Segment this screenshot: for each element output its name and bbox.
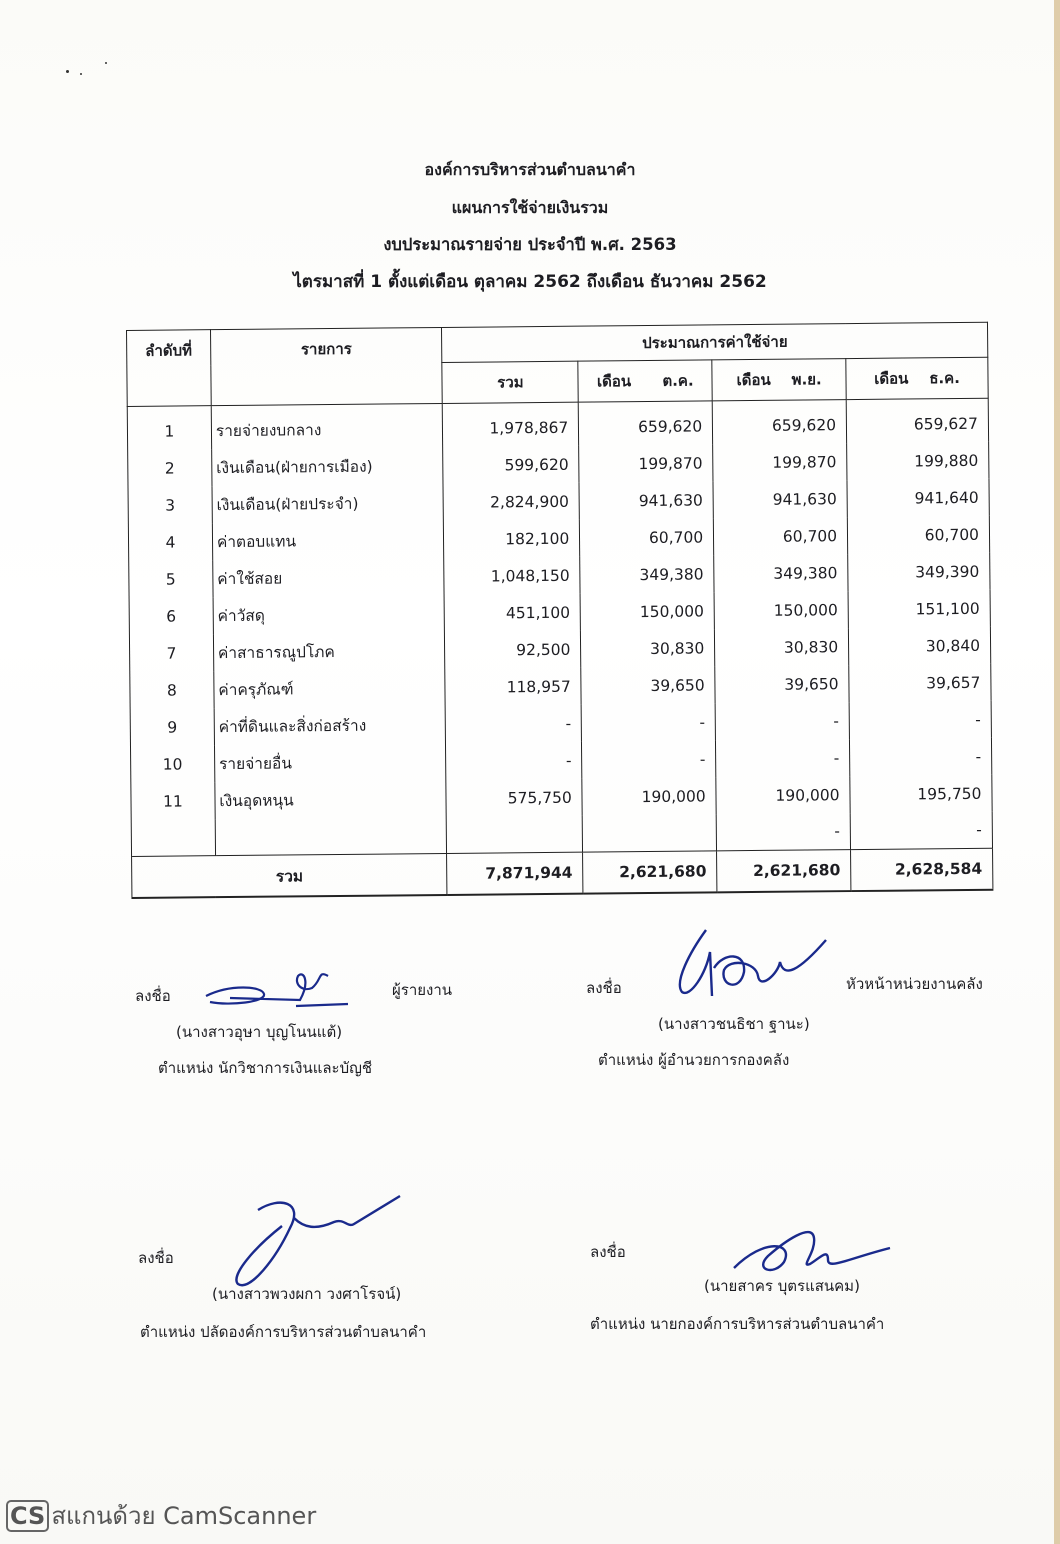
cell-seq: 11 xyxy=(131,782,215,820)
cell-dec: 60,700 xyxy=(847,516,989,554)
cell-dec: - xyxy=(850,738,992,776)
camscanner-watermark xyxy=(6,1496,316,1535)
cell-seq: 2 xyxy=(128,449,212,487)
cell-total: 1,978,867 xyxy=(443,402,579,447)
scan-speck xyxy=(80,73,82,75)
camscanner-text: สแกนด้วย CamScanner xyxy=(51,1502,317,1530)
finance-position: ตำแหน่ง ผู้อำนวยการกองคลัง xyxy=(598,1051,790,1069)
cell-dec: 30,840 xyxy=(849,627,991,665)
cell-seq: 10 xyxy=(130,745,214,783)
mayor-position: ตำแหน่ง นายกองค์การบริหารส่วนตำบลนาคำ xyxy=(590,1315,885,1333)
cell-empty xyxy=(131,819,215,856)
header-oct: เดือน ต.ค. xyxy=(578,360,712,402)
reporter-role: ผู้รายงาน xyxy=(392,981,453,999)
header-estimate: ประมาณการค่าใช้จ่าย xyxy=(442,322,988,362)
cell-total: 118,957 xyxy=(445,668,581,706)
finance-signature-mark xyxy=(660,922,840,1012)
cell-dec: - xyxy=(849,701,991,739)
cell-nov: 30,830 xyxy=(715,628,849,666)
cell-oct: - xyxy=(581,703,715,741)
cell-dec: 941,640 xyxy=(847,479,989,517)
budget-table xyxy=(126,322,993,899)
cell-nov: 150,000 xyxy=(714,591,848,629)
cell-item: ค่าครุภัณฑ์ xyxy=(214,669,446,708)
cell-oct: 30,830 xyxy=(581,629,715,667)
totals-row xyxy=(132,848,993,898)
totals-total: 7,871,944 xyxy=(447,852,583,895)
budget-title: งบประมาณรายจ่าย ประจำปี พ.ศ. 2563 xyxy=(383,235,677,254)
cell-seq: 4 xyxy=(128,523,212,561)
cell-seq: 9 xyxy=(130,708,214,746)
cell-dec: 195,750 xyxy=(850,775,992,813)
cell-oct: 150,000 xyxy=(580,592,714,630)
cell-item: ค่าที่ดินและสิ่งก่อสร้าง xyxy=(214,706,446,745)
totals-dec: 2,628,584 xyxy=(851,848,993,891)
cell-seq: 3 xyxy=(128,486,212,524)
cell-oct: 199,870 xyxy=(579,444,713,482)
cell-nov: 199,870 xyxy=(713,443,847,481)
cell-item: ค่าใช้สอย xyxy=(213,558,445,597)
cell-dec: 659,627 xyxy=(846,398,988,443)
header-nov: เดือน พ.ย. xyxy=(712,359,846,401)
cell-seq: 8 xyxy=(130,671,214,709)
reporter-position: ตำแหน่ง นักวิชาการเงินและบัญชี xyxy=(158,1059,373,1077)
cell-item: เงินเดือน(ฝ่ายการเมือง) xyxy=(212,447,444,486)
cell-oct: 349,380 xyxy=(580,555,714,593)
cell-total: 451,100 xyxy=(445,594,581,632)
plan-title: แผนการใช้จ่ายเงินรวม xyxy=(451,198,609,217)
cell-nov: 349,380 xyxy=(714,554,848,592)
header-item: รายการ xyxy=(210,327,442,405)
cell-item: รายจ่ายงบกลาง xyxy=(211,403,443,449)
cell-dec: 39,657 xyxy=(849,664,991,702)
cell-nov: 39,650 xyxy=(715,665,849,703)
scan-speck xyxy=(66,70,69,73)
cell-nov: - xyxy=(716,739,850,777)
finance-sign-label: ลงชื่อ xyxy=(586,979,622,997)
header-dec: เดือน ธ.ค. xyxy=(846,357,988,399)
cell-item: ค่าวัสดุ xyxy=(213,595,445,634)
cell-item: เงินอุดหนุน xyxy=(215,780,447,819)
reporter-name: (นางสาวอุษา บุญโนนแต้) xyxy=(176,1023,343,1041)
cell-dec: - xyxy=(850,812,992,850)
cell-dec: 151,100 xyxy=(848,590,990,628)
cell-seq: 1 xyxy=(127,406,211,450)
totals-label: รวม xyxy=(132,853,448,898)
quarter-title: ไตรมาสที่ 1 ตั้งแต่เดือน ตุลาคม 2562 ถึงเดือน ธันวาคม 2562 xyxy=(293,272,767,292)
cell-oct: 60,700 xyxy=(580,518,714,556)
cell-oct: 39,650 xyxy=(581,666,715,704)
mayor-sign-label: ลงชื่อ xyxy=(590,1243,626,1261)
cell-nov: 659,620 xyxy=(712,400,846,445)
cell-empty xyxy=(583,814,717,852)
cell-nov: 190,000 xyxy=(716,776,850,814)
scan-speck xyxy=(105,62,107,64)
cell-nov: - xyxy=(716,813,850,851)
cell-total: 92,500 xyxy=(445,631,581,669)
cell-total: 2,824,900 xyxy=(443,483,579,521)
cell-total: 599,620 xyxy=(443,446,579,484)
deputy-name: (นางสาวพวงผกา วงศาโรจน์) xyxy=(212,1285,402,1303)
cell-item: เงินเดือน(ฝ่ายประจำ) xyxy=(212,484,444,523)
cell-dec: 199,880 xyxy=(847,442,989,480)
header-total: รวม xyxy=(442,361,578,403)
cell-empty xyxy=(215,817,447,856)
cell-empty xyxy=(447,816,583,854)
cell-item: รายจ่ายอื่น xyxy=(214,743,446,782)
cell-nov: - xyxy=(715,702,849,740)
cell-nov: 60,700 xyxy=(714,517,848,555)
reporter-signature-mark xyxy=(200,962,360,1022)
cell-nov: 941,630 xyxy=(713,480,847,518)
cell-item: ค่าสาธารณูปโภค xyxy=(213,632,445,671)
cell-oct: 941,630 xyxy=(579,481,713,519)
header-seq: ลำดับที่ xyxy=(127,330,212,407)
cell-oct: - xyxy=(582,740,716,778)
reporter-sign-label: ลงชื่อ xyxy=(135,987,171,1005)
cell-total: 575,750 xyxy=(446,779,582,817)
cell-item: ค่าตอบแทน xyxy=(212,521,444,560)
camscanner-logo-icon: CS xyxy=(6,1500,49,1532)
cell-total: - xyxy=(446,705,582,743)
cell-total: 1,048,150 xyxy=(444,557,580,595)
cell-seq: 6 xyxy=(129,597,213,635)
cell-total: - xyxy=(446,742,582,780)
org-title: องค์การบริหารส่วนตำบลนาคำ xyxy=(424,160,636,179)
totals-nov: 2,621,680 xyxy=(717,850,851,893)
cell-total: 182,100 xyxy=(444,520,580,558)
deputy-position: ตำแหน่ง ปลัดองค์การบริหารส่วนตำบลนาคำ xyxy=(140,1323,427,1341)
cell-seq: 7 xyxy=(129,634,213,672)
cell-seq: 5 xyxy=(129,560,213,598)
cell-dec: 349,390 xyxy=(848,553,990,591)
deputy-sign-label: ลงชื่อ xyxy=(138,1249,174,1267)
cell-oct: 190,000 xyxy=(582,777,716,815)
totals-oct: 2,621,680 xyxy=(583,851,717,894)
finance-role: หัวหน้าหน่วยงานคลัง xyxy=(846,975,983,993)
finance-name: (นางสาวชนธิชา ฐานะ) xyxy=(658,1015,810,1033)
cell-oct: 659,620 xyxy=(579,401,713,446)
mayor-name: (นายสาคร บุตรแสนคม) xyxy=(704,1277,860,1295)
